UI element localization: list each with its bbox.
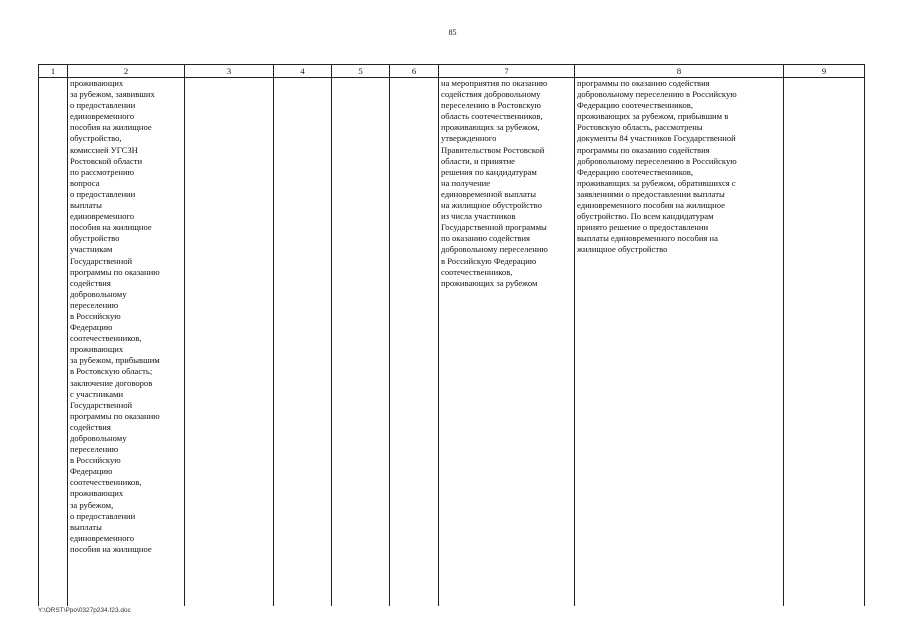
cell-col-6 — [390, 78, 439, 607]
column-number-row — [39, 65, 865, 78]
column-header-3: 3 — [185, 65, 274, 78]
table-row — [39, 78, 865, 607]
cell-col-1 — [39, 78, 68, 607]
column-header-6: 6 — [390, 65, 439, 78]
page-number: 85 — [448, 28, 457, 37]
cell-col-5 — [332, 78, 390, 607]
actual-result: программы по оказанию содействия добровольному переселению в Российскую Федерацию соотечественников, проживающих за рубежом, прибывшим в Ростовскую область, рассмотрены документы 84 участников Государственной программы по оказанию содействия добровольному переселению в Российскую Федерацию соотечественников, проживающих за рубежом, обратившихся с заявлениями о предоставлении выплаты единовременного пособия на жилищное обустройство. По всем кандидатурам принято решение о предоставлении выплаты единовременного пособия на жилищное обустройство — [577, 78, 737, 255]
cell-col-4 — [274, 78, 332, 607]
report-table — [38, 64, 865, 606]
column-header-5: 5 — [332, 65, 390, 78]
column-header-4: 4 — [274, 65, 332, 78]
column-header-2: 2 — [68, 65, 185, 78]
column-header-9: 9 — [784, 65, 865, 78]
activity-description: проживающих за рубежом, заявивших о предоставлении единовременного пособия на жилищное обустройство, комиссией УГСЗН Ростовской области по рассмотрению вопроса о предоставлении выплаты единовременного пособия на жилищное обустройство участникам Государственной программы по оказанию содействия добровольному переселению в Российскую Федерацию соотечественников, проживающих за рубежом, прибывшим в Ростовскую область; заключение договоров с участниками Государственной программы по оказанию содействия добровольному переселению в Российскую Федерацию соотечественников, проживающих за рубежом, о предоставлении выплаты единовременного пособия на жилищное — [70, 78, 160, 554]
column-header-7: 7 — [439, 65, 575, 78]
cell-col-2 — [68, 78, 185, 607]
column-header-8: 8 — [575, 65, 784, 78]
cell-col-3 — [185, 78, 274, 607]
cell-col-9 — [784, 78, 865, 607]
file-path-footer: Y:\ORST\Ppo\0327p234.f23.doc — [38, 607, 131, 614]
expected-result: на мероприятия по оказанию содействия добровольному переселению в Ростовскую область соотечественников, проживающих за рубежом, утвержденного Правительством Ростовской области, и принятие решения по кандидатурам на получение единовременной выплаты на жилищное обустройство из числа участников Государственной программы по оказанию содействия добровольному переселению в Российскую Федерацию соотечественников, проживающих за рубежом — [441, 78, 548, 288]
cell-col-8 — [575, 78, 784, 607]
cell-col-7 — [439, 78, 575, 607]
column-header-1: 1 — [39, 65, 68, 78]
